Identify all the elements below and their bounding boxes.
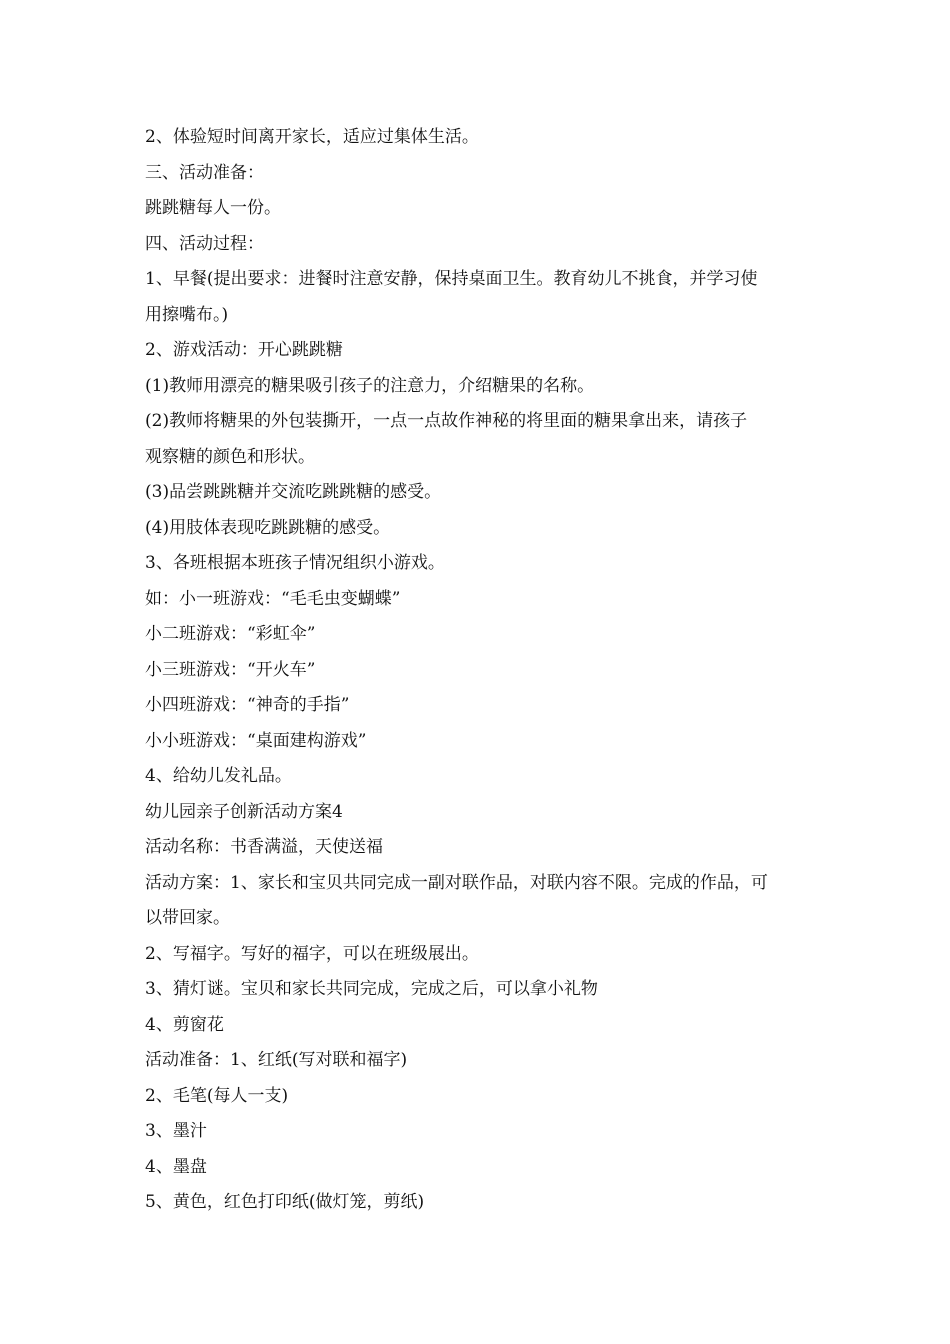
text-line: 跳跳糖每人一份。	[145, 198, 281, 218]
text-line: 3、墨汁	[145, 1121, 207, 1141]
text-line: 2、游戏活动：开心跳跳糖	[145, 340, 343, 360]
text-line: 活动方案：1、家长和宝贝共同完成一副对联作品，对联内容不限。完成的作品，可	[145, 872, 768, 893]
text-line: 观察糖的颜色和形状。	[145, 446, 315, 467]
text-line: 4、墨盘	[145, 1156, 207, 1177]
text-line: 1、早餐(提出要求：进餐时注意安静，保持桌面卫生。教育幼儿不挑食，并学习使	[145, 269, 758, 289]
text-line: 4、给幼儿发礼品。	[145, 766, 292, 786]
text-line: 活动准备：1、红纸(写对联和福字)	[145, 1050, 408, 1070]
text-line: 5、黄色，红色打印纸(做灯笼，剪纸)	[145, 1192, 425, 1212]
text-line: 小四班游戏：“神奇的手指”	[145, 695, 350, 715]
text-line: 2、写福字。写好的福字，可以在班级展出。	[145, 943, 479, 964]
text-line: (4)用肢体表现吃跳跳糖的感受。	[145, 517, 391, 538]
text-line: 4、剪窗花	[145, 1014, 224, 1035]
text-line: 3、猜灯谜。宝贝和家长共同完成，完成之后，可以拿小礼物	[145, 979, 598, 999]
text-line: 如：小一班游戏：“毛毛虫变蝴蝶”	[145, 588, 401, 609]
text-line: (2)教师将糖果的外包装撕开，一点一点故作神秘的将里面的糖果拿出来，请孩子	[145, 411, 748, 431]
text-line: 活动名称：书香满溢，天使送福	[145, 837, 383, 857]
text-line: 小二班游戏：“彩虹伞”	[145, 624, 316, 644]
text-line: 以带回家。	[145, 908, 230, 928]
text-line: (1)教师用漂亮的糖果吸引孩子的注意力，介绍糖果的名称。	[145, 375, 595, 396]
document-body	[145, 120, 815, 1221]
text-line: 2、毛笔(每人一支)	[145, 1085, 289, 1106]
section-heading: 三、活动准备：	[145, 162, 264, 183]
text-line: 用擦嘴布。)	[145, 304, 229, 325]
text-line: 小三班游戏：“开火车”	[145, 659, 316, 680]
section-title: 幼儿园亲子创新活动方案4	[145, 801, 343, 822]
section-heading: 四、活动过程：	[145, 233, 264, 254]
text-line: 3、各班根据本班孩子情况组织小游戏。	[145, 553, 445, 573]
text-line: 2、体验短时间离开家长，适应过集体生活。	[145, 127, 479, 147]
text-line: (3)品尝跳跳糖并交流吃跳跳糖的感受。	[145, 482, 442, 502]
text-line: 小小班游戏：“桌面建构游戏”	[145, 730, 367, 751]
